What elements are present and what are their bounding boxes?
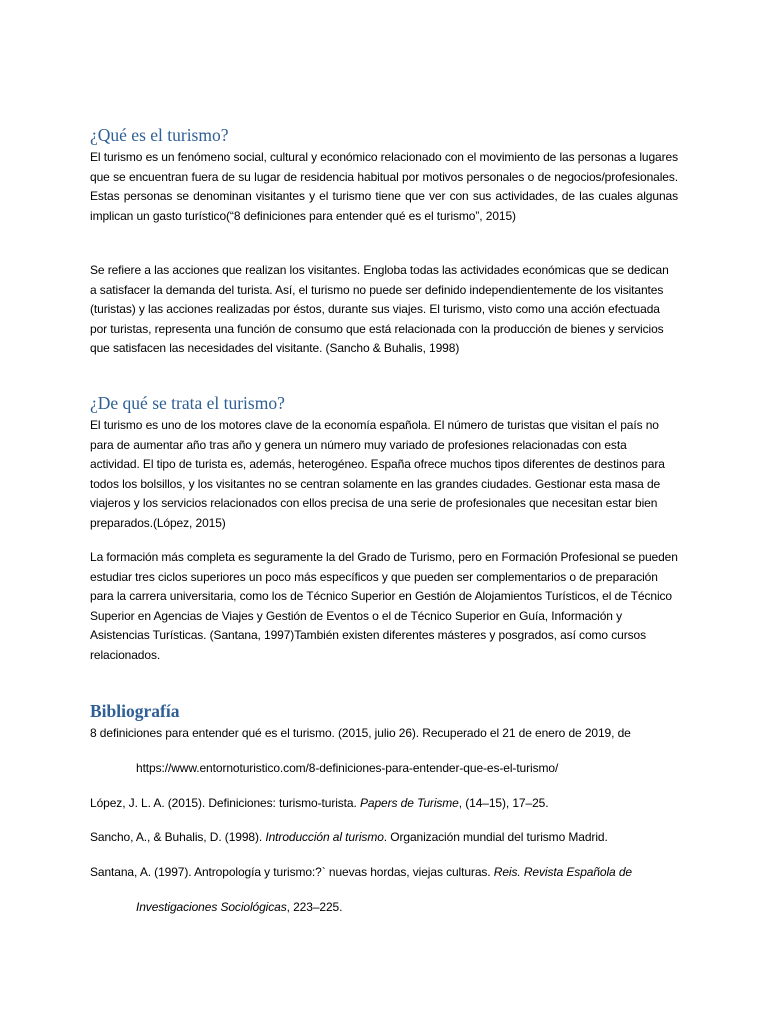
reference-2-pages: , (14–15), 17–25. — [458, 796, 549, 810]
reference-2-journal: Papers de Turisme — [359, 796, 459, 810]
reference-4-journal-part-1: Reis. Revista Española de — [493, 865, 633, 879]
reference-4-pages: , 223–225. — [286, 900, 343, 914]
reference-1-url[interactable]: https://www.entornoturistico.com/8-definiciones-para-entender-que-es-el-turismo/ — [136, 761, 559, 775]
paragraph-acciones: Se refiere a las acciones que realizan los visitantes. Engloba todas las actividades económicas que se dedican a satisfacer la demanda del turista. Así, el turismo no puede ser definido independientemente de los visitantes (turistas) y las acciones realizadas por éstos, durante sus viajes. El turismo, visto como una acción efectuada por turistas, representa una función de consumo que está relacionada con la producción de bienes y servicios que satisfacen las necesidades del visitante. (Sancho & Buhalis, 1998) — [90, 263, 669, 355]
paragraph-motores: El turismo es uno de los motores clave de la economía española. El número de turistas que visitan el país no para de aumentar año tras año y genera un número muy variado de profesiones relacionadas con esta actividad. El tipo de turista es, además, heterogéneo. España ofrece muchos tipos diferentes de destinos para todos los bolsillos, y los visitantes no se centran solamente en las grandes ciudades. Gestionar esta masa de viajeros y los servicios relacionados con ellos precisa de una serie de profesionales que necesitan estar bien preparados.(López, 2015) — [90, 418, 665, 530]
document-page — [90, 0, 678, 1024]
section-heading-de-que-se-trata: ¿De qué se trata el turismo? — [90, 393, 285, 413]
reference-4-journal-part-2: Investigaciones Sociológicas — [136, 900, 287, 914]
reference-4-line-1 — [90, 862, 632, 882]
bibliography-heading: Bibliografía — [90, 701, 180, 721]
reference-1-line-1: 8 definiciones para entender qué es el turismo. (2015, julio 26). Recuperado el 21 de enero de 2019, de — [90, 726, 631, 740]
paragraph-formacion: La formación más completa es seguramente la del Grado de Turismo, pero en Formación Profesional se pueden estudiar tres ciclos superiores un poco más específicos y que pueden ser complementarios o de preparación para la carrera universitaria, como los de Técnico Superior en Gestión de Alojamientos Turísticos, el de Técnico Superior en Agencias de Viajes y Gestión de Eventos o el de Técnico Superior en Guía, Información y Asistencias Turísticas. (Santana, 1997)También existen diferentes másteres y posgrados, así como cursos relacionados. — [90, 550, 678, 662]
reference-3-publisher: . Organización mundial del turismo Madrid. — [383, 830, 608, 844]
section-heading-que-es: ¿Qué es el turismo? — [90, 125, 229, 145]
reference-4-text: Santana, A. (1997). Antropología y turismo:?` nuevas hordas, viejas culturas. — [90, 865, 494, 879]
reference-3-text: Sancho, A., & Buhalis, D. (1998). — [90, 830, 266, 844]
reference-3-title: Introducción al turismo — [265, 830, 384, 844]
reference-4-line-2 — [136, 897, 342, 917]
reference-2 — [90, 793, 548, 813]
reference-2-text: López, J. L. A. (2015). Definiciones: turismo-turista. — [90, 796, 360, 810]
reference-3 — [90, 827, 608, 847]
paragraph-definicion: El turismo es un fenómeno social, cultural y económico relacionado con el movimiento de las personas a lugares que se encuentran fuera de su lugar de residencia habitual por motivos personales o de negocios/profesionales. Estas personas se denominan visitantes y el turismo tiene que ver con sus actividades, de las cuales algunas implican un gasto turístico(“8 definiciones para entender qué es el turismo”, 2015) — [90, 150, 678, 223]
